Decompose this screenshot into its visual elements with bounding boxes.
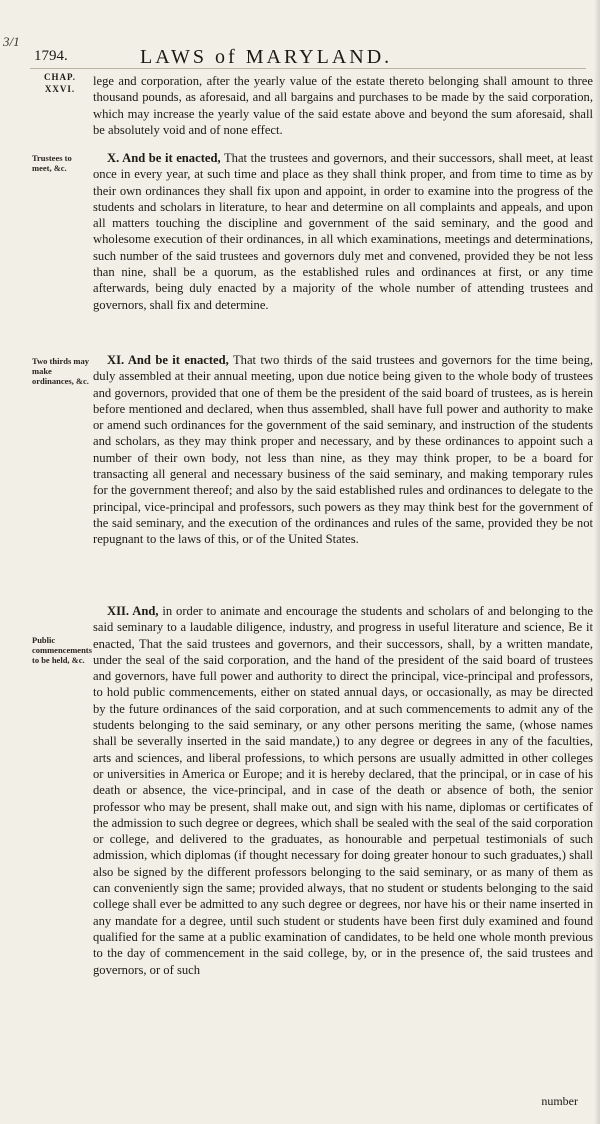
chapter-note: CHAP. XXVI.	[44, 72, 76, 94]
paragraph-section-x: X. And be it enacted, That the trustees and governors, and their successors, shall meet, at least once in every year, at such time and place as they shall think proper, and from time to time as by their own ordinances they shall fix upon and appoint, in order to examine into the progress of the students and scholars in literature, to hear and determine on all complaints and appeals, and upon all matters touching the discipline and government of the said seminary, and the good and wholesome execution of their ordinances, in all which examinations, meetings and determinations, such number of the said trustees and governors duly met and convened, provided they be not less than nine, shall be a quorum, as the established rules and ordinances at first, or any time afterwards, being duly enacted by a majority of the whole number of attending trustees and governors, shall fix and determine.	[93, 151, 594, 312]
corner-page-mark: 3/1	[3, 34, 20, 49]
catchword: number	[541, 1094, 578, 1108]
margin-note-trustees: Trustees to meet, &c.	[32, 153, 72, 173]
running-title: LAWS of MARYLAND.	[140, 46, 393, 68]
section-xi-lead: XI. And be it enacted,	[107, 353, 229, 367]
page-header	[30, 46, 586, 68]
paragraph-section-xii: XII. And, in order to animate and encourage the students and scholars of and belonging to the said seminary to a laudable diligence, industry, and progress in useful literature and science, Be it enacted, That the said trustees and governors, and their successors, shall, by a written mandate, under the seal of the said corporation, and the hand of the president of the said board of trustees and governors, have full power and authority to direct the principal, vice-principal and professors, to hold public commencements, either on stated annual days, or occasionally, as may be directed by the future ordinances of the said corporation, and at such commencements to admit any of the students belonging to the said seminary, or any other persons meriting the same, (whose names shall be severally inserted in the said mandate,) to any degree or degrees in any of the faculties, arts and sciences, and liberal professions, to which persons are usually admitted in other colleges or universities in America or Europe; and it is hereby declared, that the principal, or in case of his death or absence, the vice-principal, and in case of the death or absence of both, the senior professor who may be present, shall make out, and sign with his name, diplomas or certificates of the admission to such degree or degrees, which shall be sealed with the seal of the said corporation or college, and delivered to the graduates, as honourable and perpetual testimonials of such admission, which diplomas (if thought necessary for doing greater honour to such graduates,) shall also be signed by the different professors belonging to the said seminary, or as many of them as can conveniently sign the same; provided always, that no student or students belonging to the said college shall ever be admitted to any such degree or degrees, nor have his or their name inserted in any mandate for a degree, until such student or students have been first duly examined and found qualified for the same at a public examination of candidates, to be held one whole month previous to the day of commencement in the said college, by, or in the presence of, the said trustees and governors, or of such	[93, 604, 593, 977]
section-xii-lead: XII. And,	[107, 604, 159, 618]
paragraph-section-xi: XI. And be it enacted, That two thirds of the said trustees and governors for the time being, duly assembled at their annual meeting, upon due notice being given to the whole body of trustees and governors, provided that one of them be the president of the said board of trustees, as is herein before mentioned and declared, when thus assembled, shall have full power and authority to make or amend such ordinances for the government of the said seminary, and instruction of the students and scholars, as they may think proper and necessary, and by these ordinances to appoint such a number of their own body, not less than nine, as they may think proper, to be a board for transacting all general and necessary business of the said seminary, and making temporary rules for the government thereof; and also by the said established rules and ordinances to delegate to the principal, vice-principal and professors, such powers as they may think best for the government of the said seminary, and the execution of the ordinances and rules of the same, provided they be not repugnant to the laws of this, or of the United States.	[93, 353, 593, 547]
margin-note-commencements: Public commencements to be held, &c.	[32, 635, 92, 665]
header-rule	[30, 68, 586, 69]
section-x-lead: X. And be it enacted,	[107, 151, 221, 165]
margin-note-two-thirds: Two thirds may make ordinances, &c.	[32, 356, 89, 386]
year-label: 1794.	[34, 48, 68, 64]
paragraph-continuation: lege and corporation, after the yearly value of the estate thereto belonging shall amount to three thousand pounds, as aforesaid, and all bargains and purchases to be made by the said corporation, which may increase the yearly value of the said estate above and beyond the sum aforesaid, shall be absolutely void and of none effect.	[93, 74, 593, 137]
page-edge-shadow	[594, 0, 600, 1124]
